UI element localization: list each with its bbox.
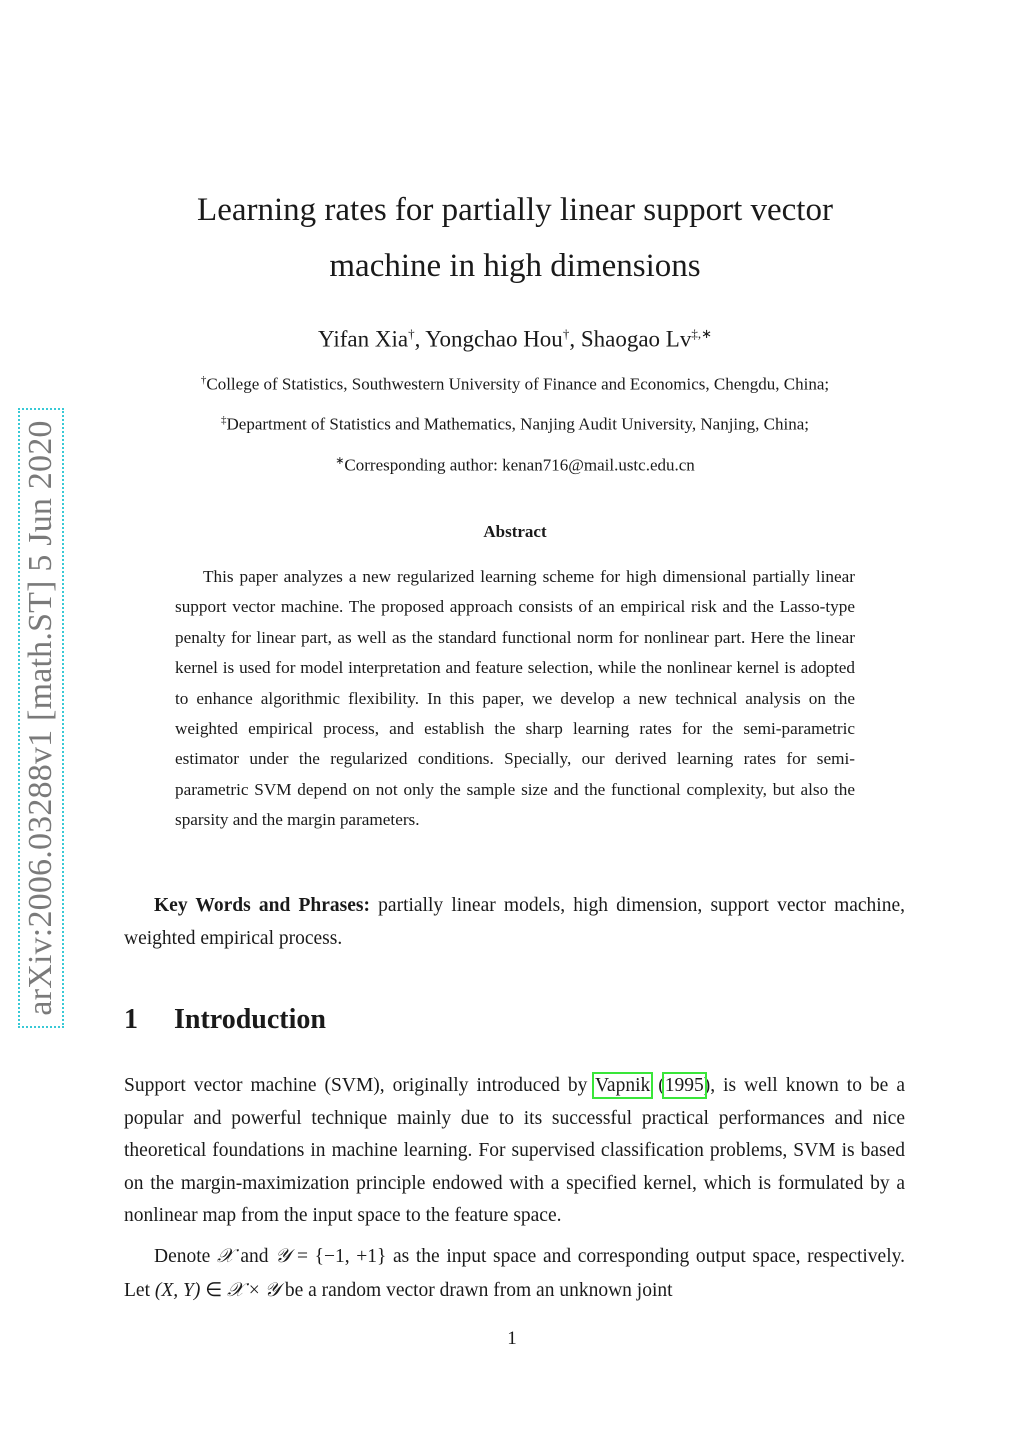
paper-title [120,182,910,294]
author-mark: ‡,∗ [691,326,712,341]
section-title: Introduction [174,1004,326,1035]
page-number: 1 [507,1328,517,1349]
abstract-body: This paper analyzes a new regularized learning scheme for high dimensional partially linear support vector machine. The proposed approach consists of an empirical risk and the Lasso-type penalty for linear part, as well as the standard functional norm for nonlinear part. Here the linear kernel is used for model interpretation and feature selection, while the nonlinear kernel is adopted to enhance algorithmic flexibility. In this paper, we develop a new technical analysis on the weighted empirical process, and establish the sharp learning rates for the semi-parametric estimator under the regularized conditions. Specially, our derived learning rates for semi-parametric SVM depend on not only the sample size and the functional complexity, but also the sparsity and the margin parameters. [175,567,855,830]
paragraph-text: ), is well known to be a popular and powerful technique mainly due to its successful practical performances and nice theoretical foundations in machine learning. For supervised classification problems, SVM is based on the margin-maximization principle endowed with a specified kernel, which is formulated by a nonlinear map from the input space to the feature space. [124,1075,905,1226]
affiliation-mark: ‡ [221,414,227,426]
math-output-space: 𝒴 [275,1244,291,1267]
paragraph-text: and [233,1246,276,1267]
citation-link-author[interactable]: Vapnik [595,1075,651,1096]
affiliation [110,414,920,435]
author-mark: † [562,326,570,341]
intro-paragraph-1 [124,1070,905,1233]
corresponding-author-text: Corresponding author: kenan716@mail.ustc.edu.cn [344,455,695,475]
affiliation-text: Department of Statistics and Mathematics, Nanjing Audit University, Nanjing, China; [226,414,809,434]
affiliation-text: College of Statistics, Southwestern University of Finance and Economics, Chengdu, China; [206,374,830,394]
title-line-2: machine in high dimensions [329,248,701,284]
section-heading [124,1004,326,1036]
abstract-heading: Abstract [483,522,547,541]
paragraph-text: × [243,1279,265,1301]
title-line-1: Learning rates for partially linear support vector [197,192,833,228]
section-number: 1 [124,1004,138,1035]
arxiv-stamp[interactable] [18,408,64,1028]
keywords-text: partially linear models, high dimension, support vector machine, weighted empirical process. [124,895,905,949]
citation-link-year[interactable]: 1995 [664,1075,704,1096]
arxiv-stamp-text: arXiv:2006.03288v1 [math.ST] 5 Jun 2020 [22,420,59,1016]
paragraph-text: = {−1, +1} as the input space and corresponding output space, respectively. Let [124,1246,905,1301]
paragraph-text: Denote [154,1246,217,1267]
math-input-space: 𝒳 [227,1277,244,1301]
affiliation [110,374,920,395]
author-separator: , [569,326,581,352]
math-output-space: 𝒴 [264,1277,280,1301]
corresponding-author [110,454,920,476]
math-random-pair: (X, Y) [154,1279,201,1301]
keywords-label: Key Words and Phrases: [154,895,370,916]
author-mark: † [408,326,415,341]
author-name: Yifan Xia [318,326,409,352]
paragraph-text: be a random vector drawn from an unknown joint [279,1279,673,1301]
affiliation-mark: ∗ [335,455,345,467]
paragraph-text: Support vector machine (SVM), originally introduced by [124,1075,595,1096]
paragraph-text: ∈ [200,1279,228,1301]
keywords [124,890,905,955]
affiliation-mark: † [200,374,207,386]
paragraph-text: ( [650,1075,665,1096]
author-list [120,326,910,353]
author-name: Shaogao Lv [580,326,692,352]
author-name: Yongchao Hou [425,326,563,352]
author-separator: , [414,326,426,352]
intro-paragraph-2 [124,1240,905,1307]
math-input-space: 𝒳 [216,1244,234,1267]
